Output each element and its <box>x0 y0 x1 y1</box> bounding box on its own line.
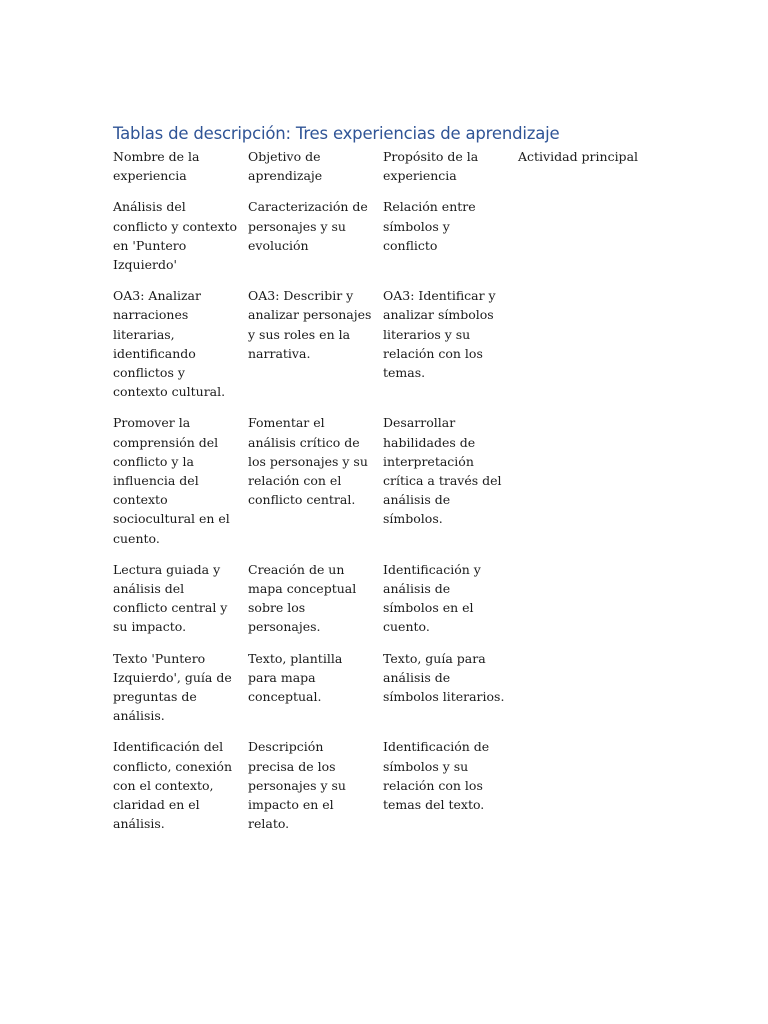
document-title: Tablas de descripción: Tres experiencias de aprendizaje <box>113 124 560 143</box>
table-cell <box>513 649 648 738</box>
table-cell <box>513 286 648 413</box>
table-cell: Relación entre símbolos y conflicto <box>383 199 476 253</box>
table-row <box>108 560 648 649</box>
table-cell: OA3: Analizar narraciones literarias, identificando conflictos y contexto cultural. <box>113 288 226 400</box>
table-cell: Análisis del conflicto y contexto en 'Puntero Izquierdo' <box>113 199 238 273</box>
table-cell <box>513 560 648 649</box>
table-cell: Creación de un mapa conceptual sobre los personajes. <box>248 561 357 635</box>
table-cell: Caracterización de personajes y su evolución <box>248 199 368 253</box>
table-cell: Texto, plantilla para mapa conceptual. <box>248 650 343 705</box>
table-row <box>108 286 648 413</box>
table-cell <box>513 737 648 845</box>
header-cell-experience-name: Nombre de la experiencia <box>113 149 200 184</box>
header-cell-learning-objective: Objetivo de aprendizaje <box>248 149 323 184</box>
header-cell-main-activity: Actividad principal <box>518 149 639 164</box>
table-cell: Lectura guiada y análisis del conflicto central y su impacto. <box>113 561 228 635</box>
table-cell: Identificación de símbolos y su relación con los temas del texto. <box>383 739 490 813</box>
table-cell <box>513 197 648 286</box>
table-header-row <box>108 147 648 197</box>
table-row <box>108 197 648 286</box>
table-cell: Texto, guía para análisis de símbolos literarios. <box>383 650 505 705</box>
table-cell: Descripción precisa de los personajes y su impacto en el relato. <box>248 739 346 832</box>
header-cell-experience-purpose: Propósito de la experiencia <box>383 149 479 184</box>
table-cell: OA3: Identificar y analizar símbolos literarios y su relación con los temas. <box>383 288 496 381</box>
table-row <box>108 413 648 559</box>
table-cell: Desarrollar habilidades de interpretación crítica a través del análisis de símbolos. <box>383 415 502 527</box>
table-cell: Texto 'Puntero Izquierdo', guía de preguntas de análisis. <box>113 650 232 724</box>
table-cell: Promover la comprensión del conflicto y la influencia del contexto sociocultural en el cuento. <box>113 415 230 546</box>
table-cell: Identificación y análisis de símbolos en el cuento. <box>383 561 481 635</box>
description-table <box>108 147 648 846</box>
table-row <box>108 649 648 738</box>
table-cell: Identificación del conflicto, conexión con el contexto, claridad en el análisis. <box>113 739 233 832</box>
table-row <box>108 737 648 845</box>
table-cell <box>513 413 648 559</box>
table-cell: OA3: Describir y analizar personajes y sus roles en la narrativa. <box>248 288 372 361</box>
table-cell: Fomentar el análisis crítico de los personajes y su relación con el conflicto central. <box>248 415 368 508</box>
